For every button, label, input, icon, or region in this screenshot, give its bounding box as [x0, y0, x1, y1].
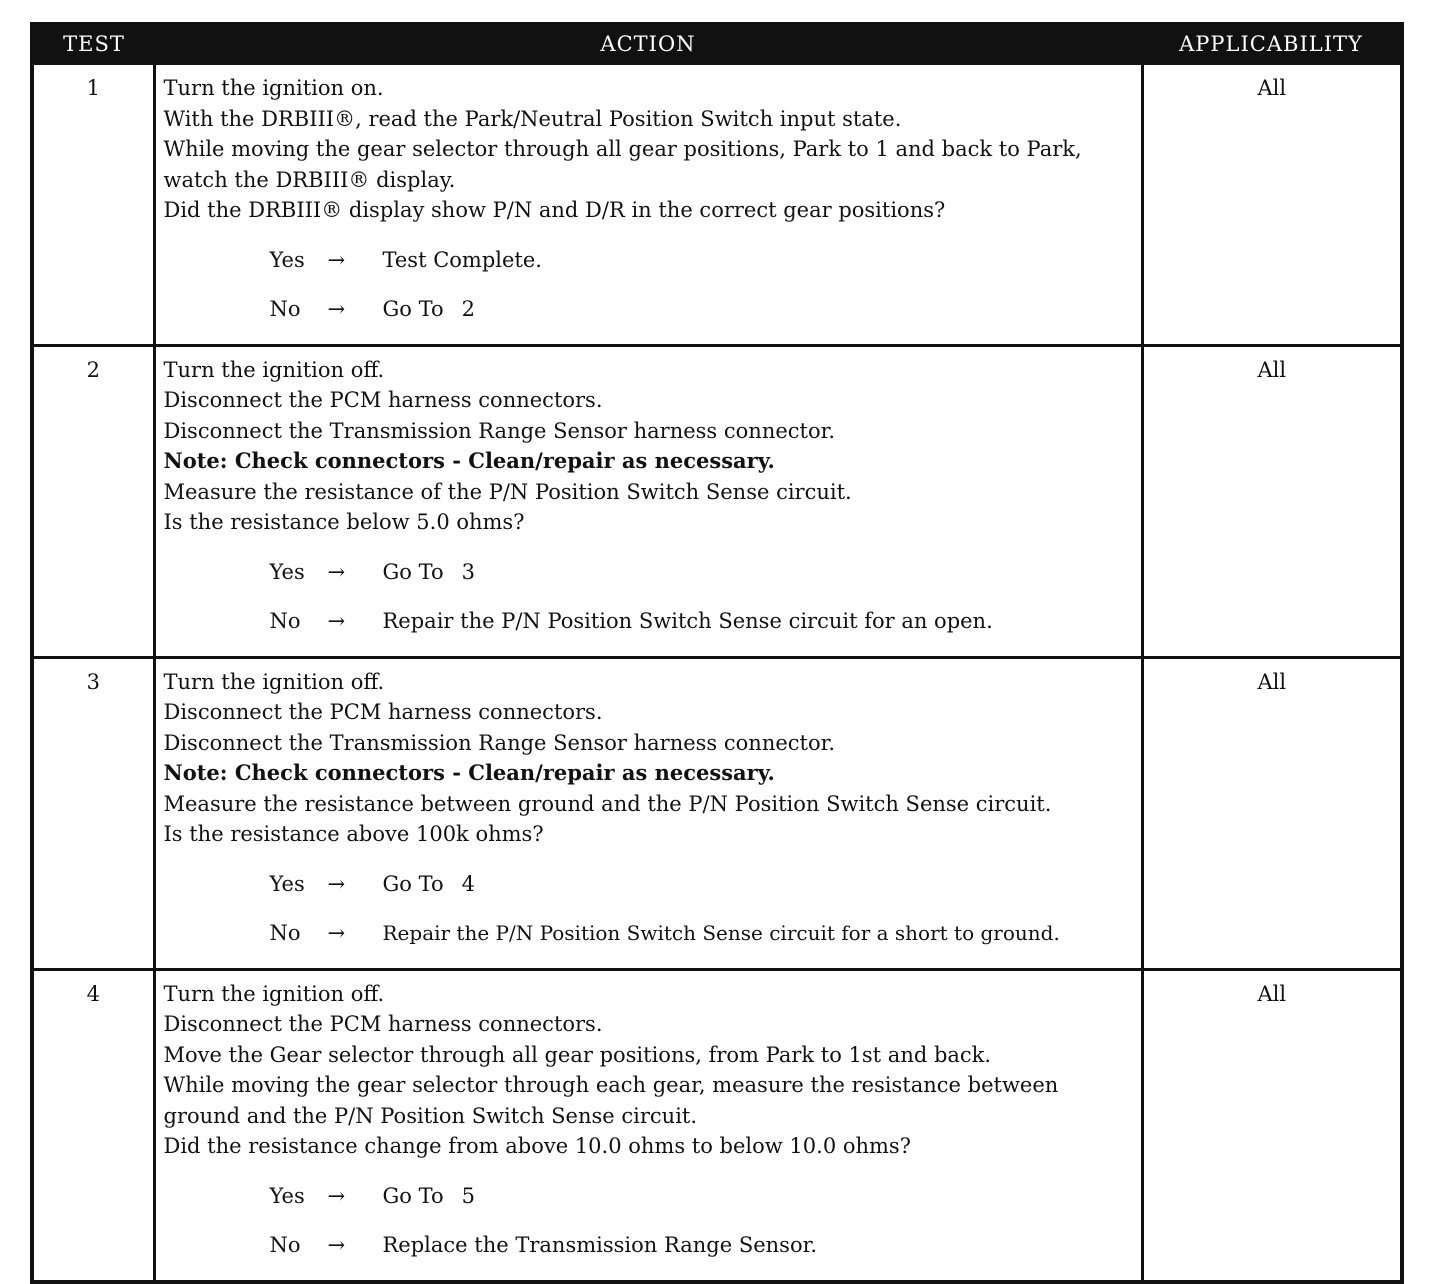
test-number: 2: [32, 345, 154, 657]
yes-result: Go To: [382, 1183, 444, 1208]
goto-test-number: 4: [461, 871, 475, 896]
action-step: While moving the gear selector through all gear positions, Park to 1 and back to Park, watch the DRBIII® display.: [163, 137, 1082, 192]
action-question: Did the DRBIII® display show P/N and D/R in the correct gear positions?: [163, 198, 946, 222]
action-step: While moving the gear selector through each gear, measure the resistance between ground and the P/N Position Switch Sense circuit.: [163, 1073, 1059, 1128]
no-result: Repair the P/N Position Switch Sense circuit for an open.: [382, 608, 993, 633]
test-row-2: [32, 345, 1402, 657]
arrow-right-icon: →: [327, 608, 346, 633]
arrow-right-icon: →: [327, 247, 346, 272]
action-step: Turn the ignition off.: [163, 669, 385, 694]
action-step: Turn the ignition off.: [163, 357, 385, 382]
goto-test-number: 5: [461, 1183, 475, 1208]
diagnostic-test-table: [30, 22, 1404, 1284]
no-result: Go To: [382, 296, 444, 321]
no-result: Repair the P/N Position Switch Sense circuit for a short to ground.: [382, 920, 1060, 945]
branch-list: [164, 1172, 1135, 1270]
action-step: Measure the resistance between ground and the P/N Position Switch Sense circuit.: [163, 791, 1052, 816]
arrow-right-icon: →: [327, 1232, 346, 1257]
test-number: 3: [32, 657, 154, 969]
action-cell: [154, 64, 1142, 346]
applicability-value: All: [1142, 657, 1402, 969]
arrow-right-icon: →: [327, 1183, 346, 1208]
yes-branch: [164, 548, 1135, 597]
no-branch: [164, 909, 1135, 958]
no-result: Replace the Transmission Range Sensor.: [382, 1232, 818, 1257]
goto-test-number: 3: [461, 559, 475, 584]
branch-list: [164, 860, 1135, 958]
header-applicability: APPLICABILITY: [1142, 24, 1402, 64]
action-step: Disconnect the Transmission Range Sensor harness connector.: [163, 418, 836, 443]
goto-test-number: 2: [461, 296, 475, 321]
yes-label: Yes: [269, 1183, 305, 1208]
applicability-value: All: [1142, 969, 1402, 1282]
no-label: No: [269, 296, 301, 321]
action-cell: [154, 969, 1142, 1282]
action-note: Note: Check connectors - Clean/repair as necessary.: [163, 760, 775, 785]
action-step: With the DRBIII®, read the Park/Neutral Position Switch input state.: [163, 106, 902, 131]
arrow-right-icon: →: [327, 296, 346, 321]
action-question: Is the resistance above 100k ohms?: [163, 822, 544, 846]
test-number: 4: [32, 969, 154, 1282]
action-cell: [154, 657, 1142, 969]
yes-result: Go To: [382, 559, 444, 584]
action-step: Disconnect the PCM harness connectors.: [163, 388, 603, 412]
table-header-row: [32, 24, 1402, 64]
action-step: Disconnect the PCM harness connectors.: [163, 700, 603, 724]
arrow-right-icon: →: [327, 920, 346, 945]
test-row-3: [32, 657, 1402, 969]
action-step: Move the Gear selector through all gear positions, from Park to 1st and back.: [163, 1042, 992, 1067]
yes-label: Yes: [269, 871, 305, 896]
header-test: TEST: [32, 24, 154, 64]
yes-label: Yes: [269, 559, 305, 584]
yes-branch: [164, 860, 1135, 909]
no-label: No: [269, 920, 301, 945]
diagnostic-test-sheet: [30, 22, 1400, 1284]
action-note: Note: Check connectors - Clean/repair as necessary.: [163, 448, 775, 473]
action-question: Is the resistance below 5.0 ohms?: [163, 510, 525, 534]
action-cell: [154, 345, 1142, 657]
no-label: No: [269, 1232, 301, 1257]
applicability-value: All: [1142, 64, 1402, 346]
yes-label: Yes: [269, 247, 305, 272]
test-row-4: [32, 969, 1402, 1282]
yes-result: Test Complete.: [382, 247, 542, 272]
action-step: Disconnect the Transmission Range Sensor harness connector.: [163, 730, 836, 755]
action-step: Turn the ignition off.: [163, 981, 385, 1006]
no-label: No: [269, 608, 301, 633]
arrow-right-icon: →: [327, 559, 346, 584]
no-branch: [164, 285, 1135, 334]
action-question: Did the resistance change from above 10.0 ohms to below 10.0 ohms?: [163, 1134, 911, 1158]
branch-list: [164, 548, 1135, 646]
no-branch: [164, 1221, 1135, 1270]
yes-branch: [164, 1172, 1135, 1221]
no-branch: [164, 597, 1135, 646]
header-action: ACTION: [154, 24, 1142, 64]
yes-result: Go To: [382, 871, 444, 896]
yes-branch: [164, 236, 1135, 285]
branch-list: [164, 236, 1135, 334]
action-step: Disconnect the PCM harness connectors.: [163, 1012, 603, 1036]
action-step: Turn the ignition on.: [163, 76, 384, 100]
test-row-1: [32, 64, 1402, 346]
arrow-right-icon: →: [327, 871, 346, 896]
applicability-value: All: [1142, 345, 1402, 657]
action-step: Measure the resistance of the P/N Position Switch Sense circuit.: [163, 479, 852, 504]
test-number: 1: [32, 64, 154, 346]
